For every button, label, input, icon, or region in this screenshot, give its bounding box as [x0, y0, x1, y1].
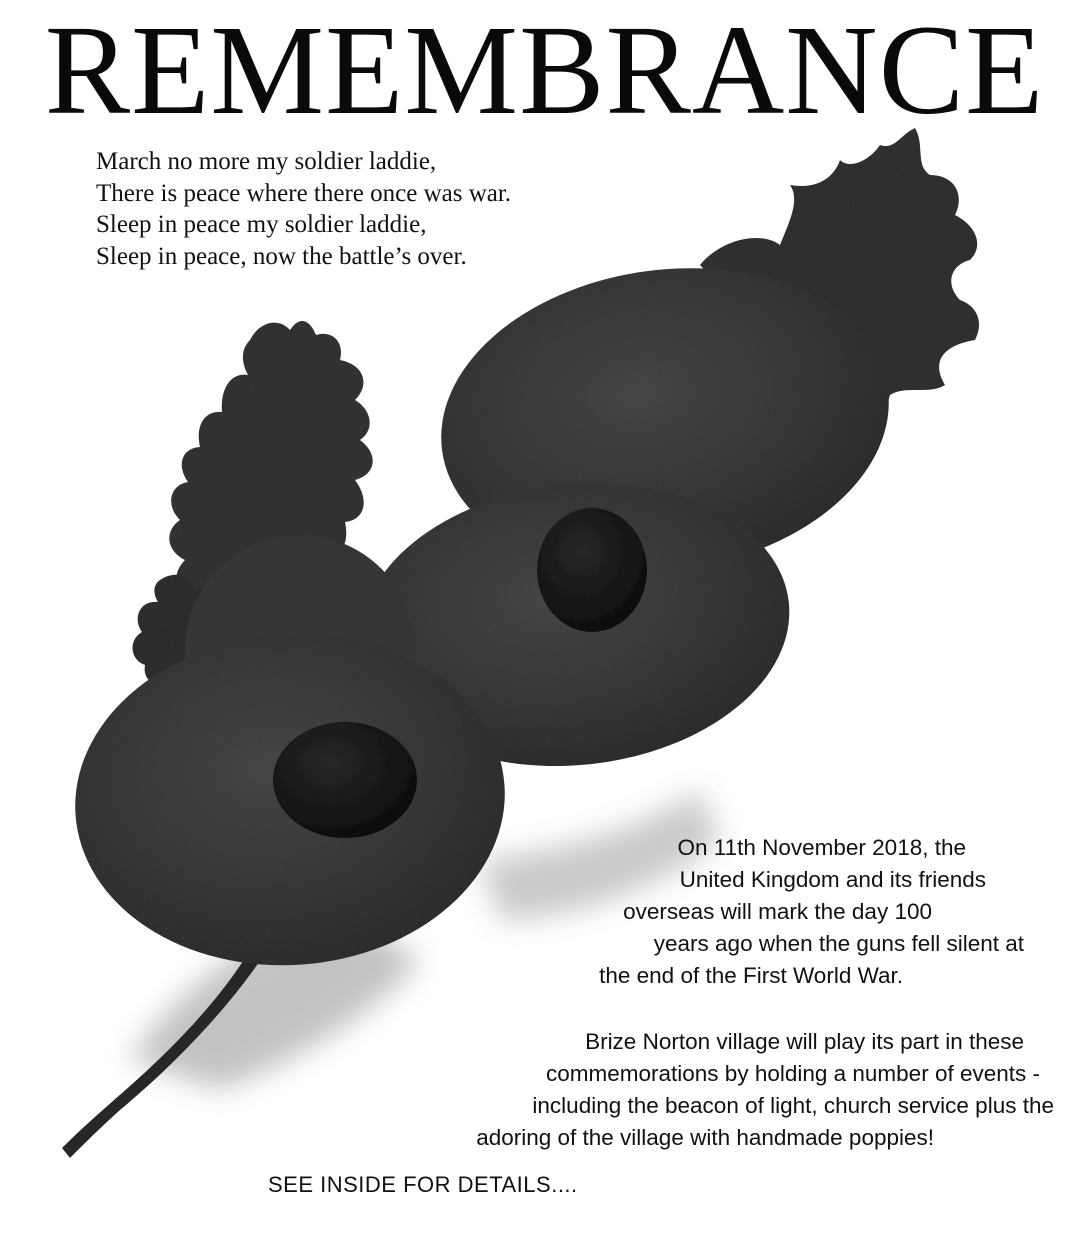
poem-line: Sleep in peace my soldier laddie, — [96, 211, 427, 238]
paragraph-line: Brize Norton village will play its part in these — [585, 1029, 1024, 1054]
paragraph-line: United Kingdom and its friends — [679, 867, 986, 892]
paragraph-line: including the beacon of light, church service plus the — [532, 1093, 1054, 1118]
paragraph-line: adoring of the village with handmade poppies! — [476, 1125, 934, 1150]
poppy-lower-center — [273, 722, 417, 838]
poem-line: March no more my soldier laddie, — [96, 148, 437, 175]
paragraph-line: overseas will mark the day 100 — [623, 899, 932, 924]
paragraph-line: commemorations by holding a number of events - — [546, 1061, 1040, 1086]
poem-line: Sleep in peace, now the battle’s over. — [96, 242, 467, 270]
announcement-paragraph — [464, 832, 1024, 992]
paragraph-line: On 11th November 2018, the — [677, 835, 966, 860]
page-title: REMEMBRANCE — [44, 0, 1045, 141]
poppy-upper-center — [537, 508, 647, 632]
see-inside-note: SEE INSIDE FOR DETAILS.... — [268, 1172, 578, 1197]
paragraph-line: the end of the First World War. — [599, 963, 903, 988]
poem-line: There is peace where there once was war. — [96, 179, 512, 207]
paragraph-line: years ago when the guns fell silent at — [653, 931, 1024, 956]
events-paragraph — [294, 1026, 1054, 1154]
